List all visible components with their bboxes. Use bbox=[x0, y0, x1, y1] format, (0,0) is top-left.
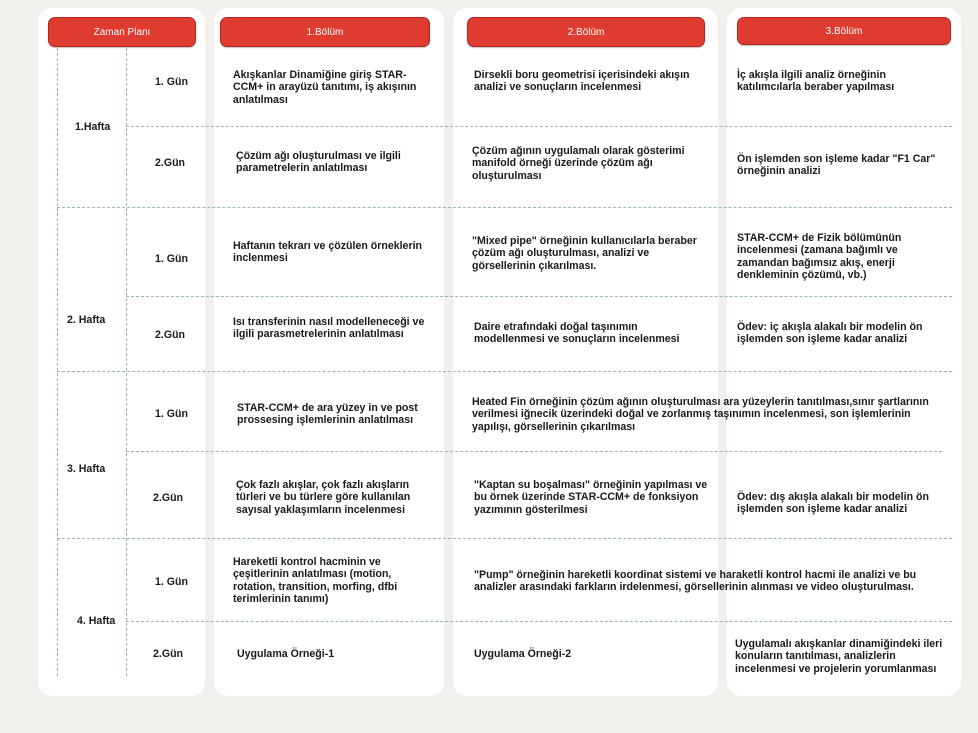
cell-section3: Ödev: iç akışla alakalı bir modelin ön işlemden son işleme kadar analizi bbox=[737, 321, 923, 346]
cell-section2: Daire etrafındaki doğal taşınımın modellenmesi ve sonuçların incelenmesi bbox=[474, 321, 680, 346]
cell-section1: Uygulama Örneği-1 bbox=[237, 648, 335, 660]
cell-section2: Çözüm ağının uygulamalı olarak gösterimi manifold örneği üzerinde çözüm ağı oluşturulması bbox=[472, 145, 685, 182]
week-label: 3. Hafta bbox=[67, 463, 106, 475]
day-label: 2.Gün bbox=[153, 648, 184, 660]
cell-section1: Haftanın tekrarı ve çözülen örneklerin inclenmesi bbox=[233, 240, 422, 265]
cell-section3: İç akışla ilgili analiz örneğinin katılımcılarla beraber yapılması bbox=[737, 69, 895, 94]
cell-section1: Çok fazlı akışlar, çok fazlı akışların türleri ve bu türlere göre kullanılan sayısal yaklaşımların incelenmesi bbox=[236, 479, 411, 516]
day-label: 1. Gün bbox=[155, 576, 188, 588]
cell-section2: "Mixed pipe" örneğinin kullanıcılarla beraber çözüm ağı oluşturulması, analizi ve görsellerinin çıkarılması. bbox=[472, 235, 697, 272]
cell-section1: Çözüm ağı oluşturulması ve ilgili parametrelerin anlatılması bbox=[236, 150, 401, 175]
week-divider bbox=[57, 538, 952, 539]
cell-section1: Hareketli kontrol hacminin ve çeşitlerinin anlatılması (motion, rotation, transition, morfing, dfbi terimlerinin tanımı) bbox=[233, 556, 398, 605]
cell-section3: STAR-CCM+ de Fizik bölümünün incelenmesi (zamana bağımlı ve zamandan bağımsız akış, enerji denkleminin çözümü, vb.) bbox=[737, 232, 902, 281]
cell-section2: "Kaptan su boşalması" örneğinin yapılması ve bu örnek üzerinde STAR-CCM+ de fonksiyon yazımının gösterilmesi bbox=[474, 479, 708, 516]
week-divider bbox=[57, 207, 952, 208]
row-divider bbox=[126, 126, 952, 127]
week-column-divider bbox=[57, 48, 58, 676]
cell-section1: STAR-CCM+ de ara yüzey in ve post prossesing işlemlerinin anlatılması bbox=[237, 402, 418, 427]
week-divider bbox=[57, 371, 952, 372]
cell-section1: Isı transferinin nasıl modelleneceği ve ilgili parasmetrelerinin anlatılması bbox=[233, 316, 425, 341]
section2-header: 2.Bölüm bbox=[467, 17, 705, 47]
row-divider bbox=[126, 296, 952, 297]
cell-section2: Uygulama Örneği-2 bbox=[474, 648, 572, 660]
week-label: 2. Hafta bbox=[67, 314, 106, 326]
section1-header: 1.Bölüm bbox=[220, 17, 430, 47]
section3-header: 3.Bölüm bbox=[737, 17, 951, 45]
day-label: 2.Gün bbox=[155, 329, 186, 341]
day-label: 1. Gün bbox=[155, 76, 188, 88]
week-label: 1.Hafta bbox=[75, 121, 111, 133]
cell-section23-merged: "Pump" örneğinin hareketli koordinat sistemi ve haraketli kontrol hacmi ile analizi ve bu analizler arasındaki farkların irdelenmesi, görsellerinin alınması ve video oluşturulması. bbox=[474, 569, 917, 594]
row-divider bbox=[126, 621, 952, 622]
row-divider bbox=[126, 451, 942, 452]
week-label: 4. Hafta bbox=[77, 615, 116, 627]
schedule-card bbox=[38, 8, 205, 696]
day-label: 2.Gün bbox=[153, 492, 184, 504]
day-column-divider bbox=[126, 48, 127, 676]
cell-section23-merged: Heated Fin örneğinin çözüm ağının oluşturulması ara yüzeylerin tanıtılması,sınır şartlarının verilmesi iğnecik üzerindeki doğal ve zorlanmış taşınımın incelenmesi, son işlemlerinin yapılışı, görsellerinin çıkarılması bbox=[472, 396, 929, 433]
cell-section3: Ön işlemden son işleme kadar "F1 Car" örneğinin analizi bbox=[737, 153, 936, 178]
day-label: 1. Gün bbox=[155, 253, 188, 265]
cell-section1: Akışkanlar Dinamiğine giriş STAR-CCM+ in arayüzü tanıtımı, iş akışının anlatılması bbox=[233, 69, 417, 106]
cell-section3: Uygulamalı akışkanlar dinamiğindeki ileri konuların tanıtılması, analizlerin incelenmesi ve projelerin yorumlanması bbox=[735, 638, 943, 675]
schedule-header: Zaman Planı bbox=[48, 17, 196, 47]
cell-section3: Ödev: dış akışla alakalı bir modelin ön işlemden son işleme kadar analizi bbox=[737, 491, 929, 516]
day-label: 1. Gün bbox=[155, 408, 188, 420]
cell-section2: Dirsekli boru geometrisi içerisindeki akışın analizi ve sonuçların incelenmesi bbox=[474, 69, 690, 94]
day-label: 2.Gün bbox=[155, 157, 186, 169]
